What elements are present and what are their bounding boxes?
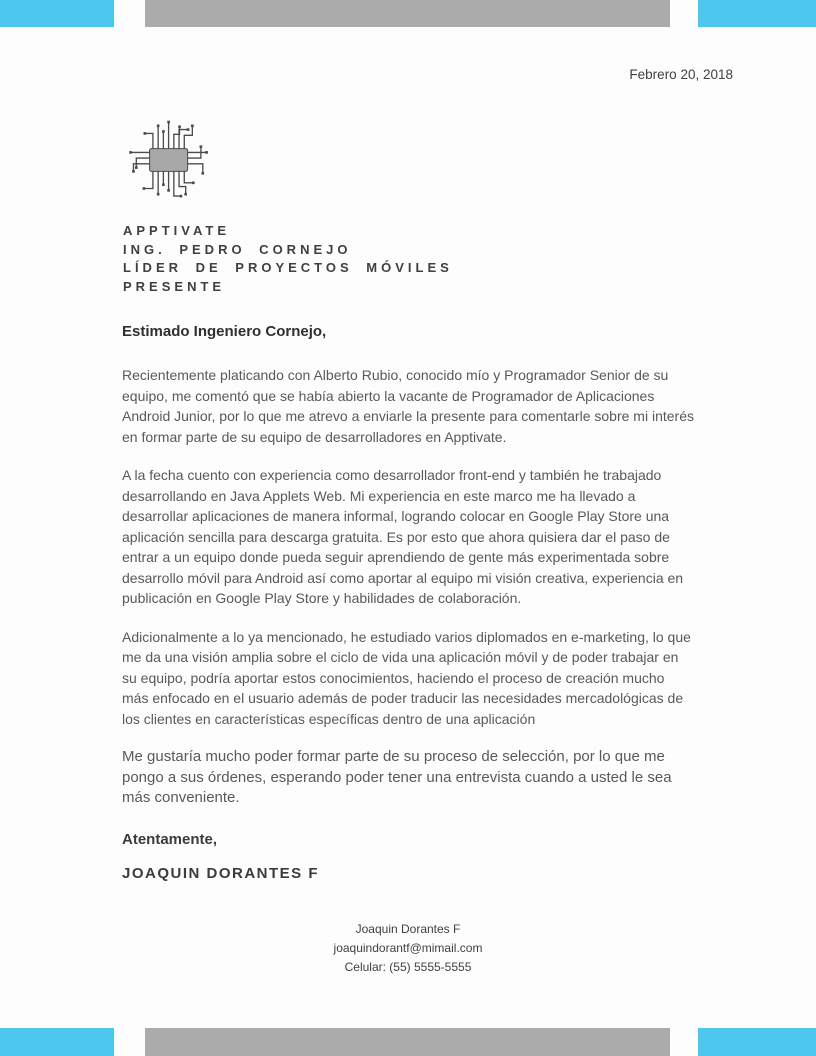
contact-footer <box>0 920 816 977</box>
paragraph-4: Me gustaría mucho poder formar parte de su proceso de selección, por lo que me pongo a sus órdenes, esperando poder tener una entrevista cuando a usted le sea más conveniente. <box>122 748 672 806</box>
greeting: Estimado Ingeniero Cornejo, <box>122 323 327 340</box>
contact-email: joaquindorantf@mimail.com <box>333 940 483 955</box>
recipient-title: LÍDER DE PROYECTOS MÓVILES <box>123 260 453 275</box>
contact-name: Joaquin Dorantes F <box>355 921 461 936</box>
signature-name: JOAQUIN DORANTES F <box>122 864 320 882</box>
paragraph-2: A la fecha cuento con experiencia como desarrollador front-end y también he trabajado desarrollando en Java Applets Web. Mi experiencia en este marco me ha llevado a desarrollar aplicaciones de manera informal, logrando colocar en Google Play Store una aplicación sencilla para descarga gratuita. Es por esto que ahora quisiera dar el paso de entrar a un equipo donde pueda seguir aprendiendo de gente más experimentada sobre desarrollo móvil para Android así como aportar al equipo mi visión creativa, experiencia en publicación en Google Play Store y habilidades de colaboración. <box>122 467 684 606</box>
letter-date: Febrero 20, 2018 <box>629 67 733 82</box>
decor-bar-top-right <box>698 0 816 27</box>
recipient-presente: PRESENTE <box>123 278 226 294</box>
contact-phone: Celular: (55) 5555-5555 <box>344 959 472 974</box>
paragraph-3: Adicionalmente a lo ya mencionado, he estudiado varios diplomados en e-marketing, lo que me da una visión amplia sobre el ciclo de vida una aplicación móvil y de poder trabajar en su equipo, podría aportar estos conocimientos, haciendo el proceso de creación mucho más enfocado en el usuario además de poder traducir las necesidades mercadológicas de los clientes en características específicas dentro de una aplicación <box>122 628 691 727</box>
decor-bar-bottom-left <box>0 1028 114 1056</box>
recipient-company: APPTIVATE <box>123 223 231 238</box>
decor-bar-top-center <box>145 0 670 27</box>
recipient-name: ING. PEDRO CORNEJO <box>123 241 352 257</box>
paragraph-1: Recientemente platicando con Alberto Rubio, conocido mío y Programador Senior de su equipo, me comentó que se había abierto la vacante de Programador de Aplicaciones Android Junior, por lo que me atrevo a enviarle la presente para comentarle sobre mi interés en formar parte de su equipo de desarrolladores en Apptivate. <box>122 367 694 445</box>
decor-bar-bottom-center <box>145 1028 670 1056</box>
recipient-block <box>123 222 816 296</box>
closing: Atentamente, <box>122 830 218 848</box>
microchip-logo-icon <box>123 114 218 206</box>
decor-bar-top-left <box>0 0 114 27</box>
decor-bar-bottom-right <box>698 1028 816 1056</box>
